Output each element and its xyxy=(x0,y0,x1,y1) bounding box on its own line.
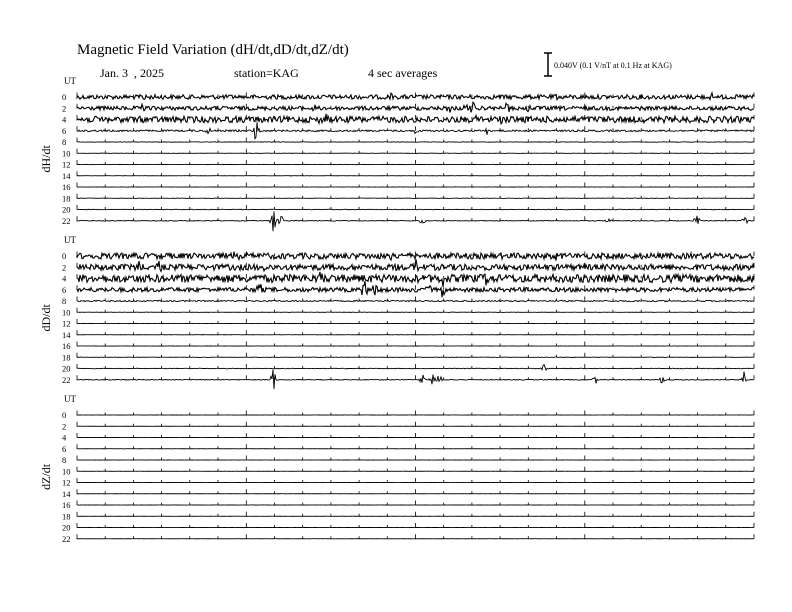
row-label: 16 xyxy=(62,500,71,510)
trace-row xyxy=(62,330,754,340)
row-label: 20 xyxy=(62,204,71,215)
panel-label: dH/dt xyxy=(39,145,53,173)
row-trace xyxy=(77,142,754,143)
trace-row xyxy=(62,364,754,374)
row-ticks xyxy=(77,126,754,130)
row-trace xyxy=(77,209,754,210)
trace-row xyxy=(62,182,754,192)
trace-row xyxy=(62,500,754,510)
panels xyxy=(39,76,754,544)
row-ticks xyxy=(77,149,754,153)
row-label: 14 xyxy=(62,329,71,340)
row-ticks xyxy=(77,534,754,538)
panel-dhdt xyxy=(39,76,754,231)
trace-row xyxy=(62,433,754,443)
scale-bar-label: 0.040V (0.1 V/nT at 0.1 Hz at KAG) xyxy=(554,61,672,70)
trace-row xyxy=(62,511,754,521)
panel-dddt xyxy=(39,235,754,389)
row-label: 2 xyxy=(62,103,67,114)
trace-row xyxy=(62,296,754,306)
row-ticks xyxy=(77,183,754,188)
row-ticks xyxy=(77,308,754,312)
row-label: 6 xyxy=(62,284,67,295)
row-ticks xyxy=(77,194,754,198)
row-ticks xyxy=(77,319,754,324)
trace-row xyxy=(62,272,754,287)
row-ticks xyxy=(77,433,754,438)
row-label: 6 xyxy=(62,125,67,136)
row-label: 10 xyxy=(62,148,71,159)
row-label: 18 xyxy=(62,193,71,204)
trace-row xyxy=(62,148,754,158)
row-ticks xyxy=(77,456,754,461)
row-label: 0 xyxy=(62,410,67,420)
panel-label: dZ/dt xyxy=(39,463,53,490)
row-label: 16 xyxy=(62,341,71,351)
row-ticks xyxy=(77,523,754,528)
panel-dzdt xyxy=(39,394,754,544)
row-ticks xyxy=(77,444,754,448)
row-label: 0 xyxy=(62,251,67,261)
ut-label: UT xyxy=(64,235,76,245)
trace-row xyxy=(62,205,754,215)
row-label: 20 xyxy=(62,363,71,374)
ut-label: UT xyxy=(64,76,76,86)
trace-row xyxy=(62,489,754,499)
row-trace xyxy=(77,211,754,231)
row-ticks xyxy=(77,467,754,471)
row-ticks xyxy=(77,138,754,143)
trace-row xyxy=(62,171,754,181)
trace-row xyxy=(62,478,754,488)
trace-row xyxy=(62,410,754,420)
chart-title: Magnetic Field Variation (dH/dt,dD/dt,dZ/dt) xyxy=(77,42,349,58)
trace-row xyxy=(62,421,754,431)
row-ticks xyxy=(77,330,754,334)
row-label: 16 xyxy=(62,182,71,192)
date-label: Jan. 3 , 2025 xyxy=(100,66,164,80)
row-label: 4 xyxy=(62,432,67,443)
row-ticks xyxy=(77,411,754,416)
trace-row xyxy=(62,160,754,170)
row-label: 22 xyxy=(62,374,71,385)
ut-label: UT xyxy=(64,394,76,404)
row-label: 4 xyxy=(62,114,67,125)
row-label: 2 xyxy=(62,421,67,432)
row-label: 8 xyxy=(62,296,67,306)
row-label: 22 xyxy=(62,533,71,544)
trace-row xyxy=(62,534,754,544)
trace-row xyxy=(62,211,754,231)
trace-row xyxy=(62,92,754,102)
row-ticks xyxy=(77,364,754,369)
row-label: 12 xyxy=(62,159,71,170)
trace-row xyxy=(62,352,754,362)
trace-row xyxy=(62,455,754,465)
row-ticks xyxy=(77,512,754,516)
trace-row xyxy=(62,319,754,329)
trace-row xyxy=(62,370,754,390)
trace-row xyxy=(62,122,754,138)
trace-row xyxy=(62,102,754,113)
row-label: 10 xyxy=(62,307,71,318)
row-ticks xyxy=(77,489,754,493)
row-ticks xyxy=(77,422,754,426)
row-trace xyxy=(77,300,754,301)
panel-label: dD/dt xyxy=(39,304,53,332)
row-label: 14 xyxy=(62,170,71,181)
row-trace xyxy=(77,370,754,390)
row-ticks xyxy=(77,342,754,347)
trace-row xyxy=(62,466,754,476)
trace-row xyxy=(62,193,754,203)
trace-row xyxy=(62,341,754,351)
row-label: 12 xyxy=(62,318,71,329)
row-label: 10 xyxy=(62,466,71,477)
row-label: 20 xyxy=(62,522,71,533)
row-ticks xyxy=(77,375,754,379)
row-ticks xyxy=(77,501,754,506)
row-label: 22 xyxy=(62,215,71,226)
trace-row xyxy=(62,114,754,125)
trace-row xyxy=(62,281,754,297)
trace-row xyxy=(62,444,754,454)
scale-bar xyxy=(544,53,672,76)
row-ticks xyxy=(77,353,754,357)
row-ticks xyxy=(77,478,754,483)
trace-row xyxy=(62,259,754,272)
row-label: 2 xyxy=(62,262,67,273)
row-label: 18 xyxy=(62,511,71,522)
trace-row xyxy=(62,251,754,261)
row-label: 8 xyxy=(62,455,67,465)
trace-row xyxy=(62,523,754,533)
row-label: 6 xyxy=(62,443,67,454)
row-label: 12 xyxy=(62,477,71,488)
trace-row xyxy=(62,307,754,317)
row-ticks xyxy=(77,160,754,165)
row-label: 8 xyxy=(62,137,67,147)
row-label: 0 xyxy=(62,92,67,102)
averaging-label: 4 sec averages xyxy=(368,66,438,80)
trace-row xyxy=(62,137,754,147)
row-label: 18 xyxy=(62,352,71,363)
station-label: station=KAG xyxy=(234,66,299,80)
row-ticks xyxy=(77,216,754,220)
row-ticks xyxy=(77,171,754,175)
row-ticks xyxy=(77,205,754,210)
row-label: 14 xyxy=(62,488,71,499)
row-label: 4 xyxy=(62,273,67,284)
